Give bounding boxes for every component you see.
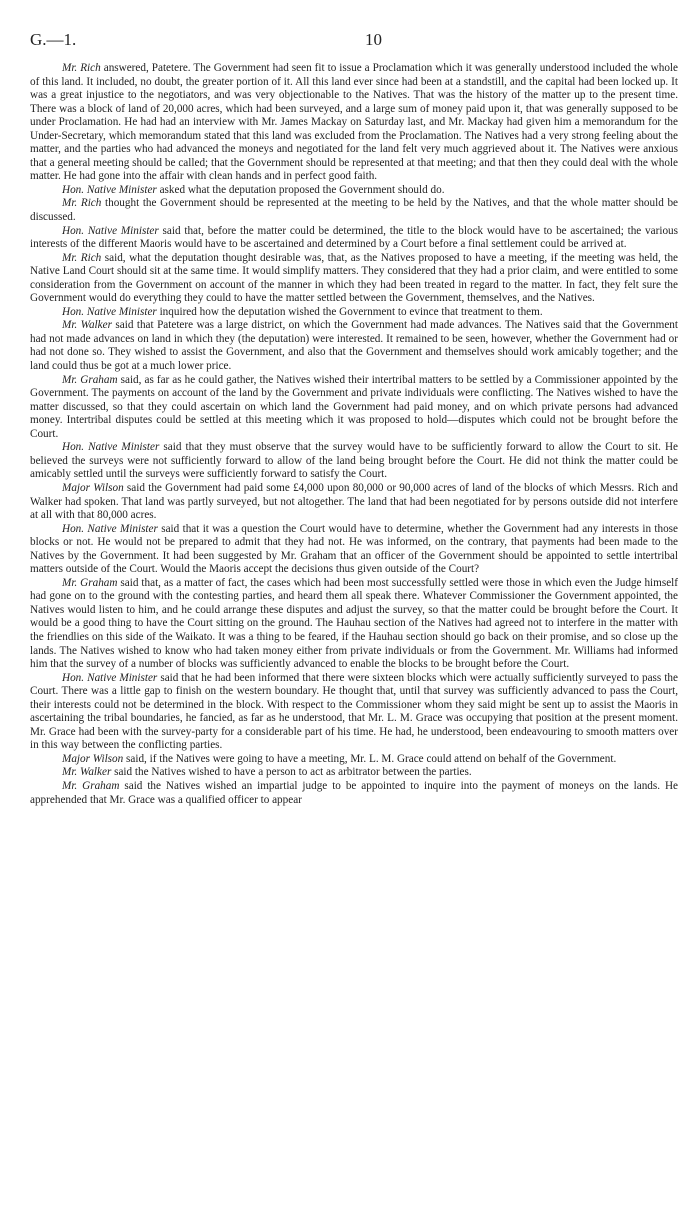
paragraph-text: said that Patetere was a large district, on which the Government had made advances. The Natives said that the Government had not made advances on land in which they (the deputation) were interested. It remained to be seen, however, whether the Government had or had not done so. They wished to assist the Government, and also that the Government and themselves should work amicably together; and the land could thus be got at a much lower price.: [30, 319, 678, 373]
speaker-name: Hon. Native Minister: [62, 224, 159, 237]
paragraph: [30, 197, 678, 224]
speaker-name: Major Wilson: [62, 481, 124, 494]
paragraph: [30, 672, 678, 753]
page-header: [30, 30, 678, 58]
speaker-name: Hon. Native Minister: [62, 522, 158, 535]
speaker-name: Mr. Graham: [62, 373, 118, 386]
paragraph: [30, 577, 678, 672]
speaker-name: Mr. Rich: [62, 251, 102, 264]
paragraph-text: said the Natives wished an impartial judge to be appointed to inquire into the payment of moneys on the lands. He apprehended that Mr. Grace was a qualified officer to appear: [30, 779, 678, 806]
paragraph: [30, 319, 678, 373]
document-body: [30, 62, 678, 807]
paragraph: [30, 184, 678, 198]
paragraph: [30, 441, 678, 482]
speaker-name: Hon. Native Minister: [62, 305, 157, 318]
paragraph-text: said that it was a question the Court would have to determine, whether the Government had any interests in those blocks or not. He would not be prepared to admit that they had not. He was informed, on the contrary, that payments had been made to the Natives by the Government. It had been suggested by Mr. Graham that an officer of the Government should be appointed to settle intertribal matters outside of the Court. Would the Maoris accept the decisions thus given outside of the Court?: [30, 522, 679, 576]
paragraph-text: inquired how the deputation wished the Government to evince that treatment to them.: [156, 305, 543, 318]
speaker-name: Mr. Rich: [62, 62, 101, 74]
paragraph: [30, 62, 678, 184]
paragraph: [30, 252, 678, 306]
paragraph-text: said the Government had paid some £4,000 upon 80,000 or 90,000 acres of land of the blocks of which Messrs. Rich and Walker had spoken. That land was partly surveyed, but not altogether. The land that had been negotiated for by persons outside did not interfere at all with that 80,000 acres.: [30, 481, 678, 522]
speaker-name: Mr. Graham: [62, 779, 120, 792]
paragraph: [30, 753, 678, 767]
paragraph-text: thought the Government should be represented at the meeting to be held by the Natives, and that the whole matter should be discussed.: [30, 197, 679, 224]
paragraph-text: answered, Patetere. The Government had seen fit to issue a Proclamation which it was generally understood included the whole of this land. It included, no doubt, the greater portion of it. All this land ever since had been at a standstill, and the capital had been locked up. It was a great injustice to the negotiators, and was very objectionable to the Natives. That was the history of the matter up to the present time. There was a block of land of 20,000 acres, which had been surveyed, and a large sum of money paid upon it, that was generally supposed to be under Proclamation. He had had an interview with Mr. James Mackay on Saturday last, and Mr. Mackay had given him a memorandum for the Under-Secretary, which memorandum stated that this land was excluded from the Proclamation. The Natives had a very strong feeling about the matter, and the parties who had advanced the moneys and negotiated for the land felt very much aggrieved about it. The Natives were anxious that a general meeting should be called; that the Government should be represented at that meeting; and that then they could deal with the whole matter. He had gone into the affair with clean hands and in perfect good faith.: [30, 62, 679, 183]
paragraph-text: said that, as a matter of fact, the cases which had been most successfully settled were those in which even the Judge himself had gone on to the ground with the contesting parties, and heard them all speak there. Whatever Commissioner the Government appointed, the Natives would listen to him, and he could arrange these disputes and adjust the survey, so that the matter could be brought before the Court. It would be a good thing to have the Court sitting on the ground. The Hauhau section of the Natives had agreed not to interfere in the matter with the friendlies on this side of the Waikato. It was a thing to be feared, if the Hauhau section should go back on their promise, and so close up the lands. The Natives wished to know who had taken money either from private individuals or from the Government. Mr. Williams had informed him that the survey of a number of blocks was sufficiently advanced to enable the blocks to be brought before the Court.: [30, 576, 678, 671]
speaker-name: Hon. Native Minister: [62, 671, 158, 684]
paragraph: [30, 225, 678, 252]
speaker-name: Mr. Walker: [62, 319, 112, 332]
speaker-name: Hon. Native Minister: [62, 441, 160, 454]
paragraph-text: said that he had been informed that there were sixteen blocks which were actually sufficiently surveyed to pass the Court. There was a little gap to finish on the western boundary. He thought that, until that survey was sufficiently advanced to pass the Court, their interests could not be determined in the block. With respect to the Commissioner whom they said might be sent up to assist the Maoris in ascertaining the tribal boundaries, he fancied, as far as he understood, that Mr. L. M. Grace was occupying that position at the present moment. Mr. Grace had been with the survey-party for a considerable part of his time. He had, he understood, been endeavouring to smooth matters over in this way between the conflicting parties.: [30, 671, 678, 752]
paragraph-text: said the Natives wished to have a person to act as arbitrator between the parties.: [111, 766, 472, 779]
speaker-name: Mr. Walker: [62, 766, 112, 779]
paragraph-text: said that, before the matter could be determined, the title to the block would have to be ascertained; the various interests of the different Maoris would have to be ascertained and determined by a Court before a final settlement could be arrived at.: [30, 224, 678, 251]
paragraph-text: asked what the deputation proposed the Government should do.: [156, 183, 445, 196]
page-number: 10: [365, 30, 382, 49]
paragraph: [30, 766, 678, 780]
speaker-name: Mr. Graham: [62, 576, 118, 589]
speaker-name: Mr. Rich: [62, 197, 102, 210]
paper-reference: G.—1.: [30, 30, 77, 49]
paragraph-text: said, as far as he could gather, the Natives wished their intertribal matters to be settled by a Commissioner appointed by the Government. The payments on account of the land by the Government and private individuals were conflicting. The Natives wished to have the matter discussed, so that they could ascertain on which land the Government had paid money, and on which private persons had advanced money. Intertribal disputes could be settled at this meeting which it was proposed to hold—disputes which could not be brought before the Court.: [30, 373, 678, 440]
speaker-name: Major Wilson: [62, 752, 124, 765]
paragraph-text: said, what the deputation thought desirable was, that, as the Natives proposed to have a meeting, if the meeting was held, the Native Land Court should sit at the same time. It would simplify matters. They considered that they had a prior claim, and were entitled to some consideration from the Government on account of the manner in which they had been treated in regard to the matter. In fact, they felt sure the Government would do everything they could to have the matter settled between the Government, themselves, and the Natives.: [30, 251, 679, 305]
paragraph-text: said that they must observe that the survey would have to be sufficiently forward to allow the Court to sit. He believed the surveys were not sufficiently forward to allow of the land being brought before the Court. He did not think the matter could be amicably settled until the surveys were sufficiently forward to satisfy the Court.: [30, 441, 678, 481]
paragraph: [30, 374, 678, 442]
paragraph: [30, 523, 678, 577]
paragraph: [30, 482, 678, 523]
paragraph: [30, 306, 678, 320]
paragraph: [30, 780, 678, 807]
paragraph-text: said, if the Natives were going to have a meeting, Mr. L. M. Grace could attend on behalf of the Government.: [123, 752, 617, 765]
speaker-name: Hon. Native Minister: [62, 183, 157, 196]
